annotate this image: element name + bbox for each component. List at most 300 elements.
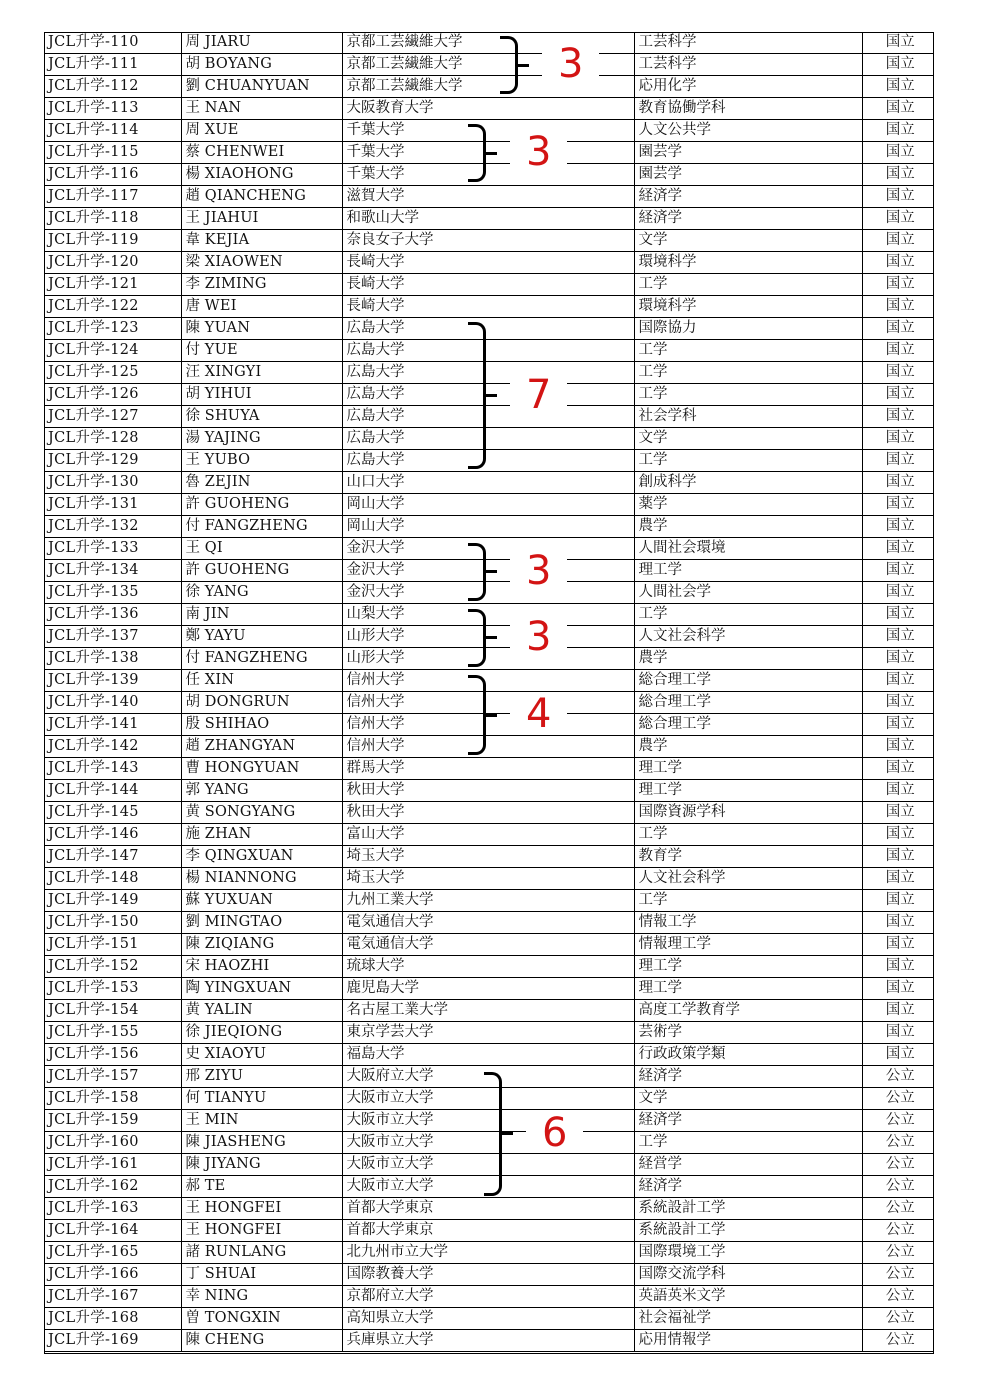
student-name	[181, 670, 342, 692]
faculty-name: 国際交流学科	[634, 1264, 862, 1286]
university-name: 鹿児島大学	[342, 978, 634, 1000]
surname: 施	[185, 826, 200, 842]
table-row	[44, 714, 934, 736]
table-row	[44, 1022, 934, 1044]
school-type: 公立	[862, 1286, 934, 1308]
student-name	[181, 450, 342, 472]
student-name	[181, 736, 342, 758]
given-name-pinyin: GUOHENG	[200, 562, 290, 578]
student-id: JCL升学-153	[44, 978, 181, 1000]
given-name-pinyin: HONGYUAN	[200, 760, 300, 776]
faculty-name: 工学	[634, 274, 862, 296]
surname: 曹	[185, 760, 200, 776]
given-name-pinyin: QINGXUAN	[200, 848, 294, 864]
table-row	[44, 1198, 934, 1220]
surname: 王	[185, 540, 200, 556]
student-name	[181, 164, 342, 186]
university-name: 電気通信大学	[342, 934, 634, 956]
university-name: 岡山大学	[342, 516, 634, 538]
university-name: 千葉大学	[342, 164, 634, 186]
student-id: JCL升学-154	[44, 1000, 181, 1022]
faculty-name: 総合理工学	[634, 670, 862, 692]
surname: 周	[185, 34, 200, 50]
faculty-name: 総合理工学	[634, 714, 862, 736]
table-row	[44, 626, 934, 648]
school-type: 国立	[862, 54, 934, 76]
surname: 汪	[185, 364, 200, 380]
student-name	[181, 868, 342, 890]
student-id: JCL升学-147	[44, 846, 181, 868]
faculty-name: 行政政策学類	[634, 1044, 862, 1066]
university-name: 首都大学東京	[342, 1220, 634, 1242]
student-id: JCL升学-130	[44, 472, 181, 494]
student-id: JCL升学-136	[44, 604, 181, 626]
given-name-pinyin: YANG	[200, 782, 249, 798]
school-type: 国立	[862, 494, 934, 516]
given-name-pinyin: CHENG	[200, 1332, 265, 1348]
surname: 許	[185, 496, 200, 512]
student-id: JCL升学-117	[44, 186, 181, 208]
student-name	[181, 846, 342, 868]
surname: 史	[185, 1046, 200, 1062]
school-type: 国立	[862, 912, 934, 934]
faculty-name: 文学	[634, 428, 862, 450]
faculty-name: 芸術学	[634, 1022, 862, 1044]
student-name	[181, 912, 342, 934]
surname: 唐	[185, 298, 200, 314]
university-name: 富山大学	[342, 824, 634, 846]
school-type: 国立	[862, 956, 934, 978]
university-name: 名古屋工業大学	[342, 1000, 634, 1022]
school-type: 国立	[862, 582, 934, 604]
school-type: 国立	[862, 626, 934, 648]
school-type: 国立	[862, 890, 934, 912]
faculty-name: 国際協力	[634, 318, 862, 340]
student-id: JCL升学-124	[44, 340, 181, 362]
school-type: 国立	[862, 714, 934, 736]
given-name-pinyin: JIN	[200, 606, 230, 622]
given-name-pinyin: HONGFEI	[200, 1222, 282, 1238]
surname: 李	[185, 276, 200, 292]
university-name: 大阪市立大学	[342, 1088, 634, 1110]
school-type: 国立	[862, 406, 934, 428]
school-type: 国立	[862, 868, 934, 890]
student-name	[181, 978, 342, 1000]
student-name	[181, 208, 342, 230]
student-name	[181, 758, 342, 780]
student-id: JCL升学-113	[44, 98, 181, 120]
surname: 王	[185, 1112, 200, 1128]
student-name	[181, 1110, 342, 1132]
given-name-pinyin: GUOHENG	[200, 496, 290, 512]
school-type: 国立	[862, 516, 934, 538]
faculty-name: 応用化学	[634, 76, 862, 98]
given-name-pinyin: JIYANG	[200, 1156, 261, 1172]
student-id: JCL升学-164	[44, 1220, 181, 1242]
faculty-name: 工学	[634, 450, 862, 472]
student-name	[181, 76, 342, 98]
surname: 徐	[185, 408, 200, 424]
table-row	[44, 890, 934, 912]
faculty-name: 農学	[634, 736, 862, 758]
faculty-name: 文学	[634, 1088, 862, 1110]
school-type: 国立	[862, 846, 934, 868]
school-type: 公立	[862, 1154, 934, 1176]
student-id: JCL升学-123	[44, 318, 181, 340]
surname: 王	[185, 100, 200, 116]
surname: 黄	[185, 804, 200, 820]
faculty-name: 経済学	[634, 186, 862, 208]
student-name	[181, 692, 342, 714]
student-id: JCL升学-118	[44, 208, 181, 230]
faculty-name: 創成科学	[634, 472, 862, 494]
school-type: 国立	[862, 560, 934, 582]
school-type: 公立	[862, 1242, 934, 1264]
student-id: JCL升学-143	[44, 758, 181, 780]
given-name-pinyin: QI	[200, 540, 223, 556]
school-type: 国立	[862, 428, 934, 450]
student-id: JCL升学-142	[44, 736, 181, 758]
school-type: 国立	[862, 538, 934, 560]
student-name	[181, 802, 342, 824]
table-row	[44, 780, 934, 802]
table-row	[44, 164, 934, 186]
table-row	[44, 208, 934, 230]
student-name	[181, 1154, 342, 1176]
surname: 宋	[185, 958, 200, 974]
school-type: 国立	[862, 670, 934, 692]
given-name-pinyin: JIEQIONG	[200, 1024, 283, 1040]
faculty-name: 情報理工学	[634, 934, 862, 956]
surname: 任	[185, 672, 200, 688]
given-name-pinyin: YUXUAN	[200, 892, 274, 908]
student-id: JCL升学-137	[44, 626, 181, 648]
university-name: 大阪府立大学	[342, 1066, 634, 1088]
school-type: 公立	[862, 1176, 934, 1198]
group-count: 6	[526, 1113, 583, 1153]
faculty-name: 農学	[634, 648, 862, 670]
table-row	[44, 1110, 934, 1132]
school-type: 国立	[862, 1000, 934, 1022]
surname: 許	[185, 562, 200, 578]
student-name	[181, 1044, 342, 1066]
table-row	[44, 318, 934, 340]
surname: 王	[185, 1222, 200, 1238]
student-id: JCL升学-135	[44, 582, 181, 604]
faculty-name: 工学	[634, 1132, 862, 1154]
surname: 梁	[185, 254, 200, 270]
table-row	[44, 340, 934, 362]
school-type: 公立	[862, 1220, 934, 1242]
table-row	[44, 120, 934, 142]
given-name-pinyin: YANG	[200, 584, 249, 600]
surname: 李	[185, 848, 200, 864]
table-row	[44, 1264, 934, 1286]
university-name: 大阪市立大学	[342, 1176, 634, 1198]
surname: 楊	[185, 166, 200, 182]
given-name-pinyin: TONGXIN	[200, 1310, 281, 1326]
given-name-pinyin: CHENWEI	[200, 144, 285, 160]
school-type: 国立	[862, 780, 934, 802]
school-type: 公立	[862, 1088, 934, 1110]
student-name	[181, 824, 342, 846]
table-row	[44, 384, 934, 406]
table-row	[44, 494, 934, 516]
faculty-name: 理工学	[634, 956, 862, 978]
faculty-name: 園芸学	[634, 142, 862, 164]
student-name	[181, 54, 342, 76]
university-name: 信州大学	[342, 714, 634, 736]
given-name-pinyin: BOYANG	[200, 56, 273, 72]
faculty-name: 人間社会環境	[634, 538, 862, 560]
student-id: JCL升学-157	[44, 1066, 181, 1088]
school-type: 公立	[862, 1110, 934, 1132]
student-id: JCL升学-146	[44, 824, 181, 846]
school-type: 国立	[862, 736, 934, 758]
surname: 付	[185, 342, 200, 358]
surname: 幸	[185, 1288, 200, 1304]
university-name: 奈良女子大学	[342, 230, 634, 252]
student-id: JCL升学-156	[44, 1044, 181, 1066]
faculty-name: 社会福祉学	[634, 1308, 862, 1330]
surname: 徐	[185, 584, 200, 600]
student-id: JCL升学-138	[44, 648, 181, 670]
university-name: 京都府立大学	[342, 1286, 634, 1308]
faculty-name: 経済学	[634, 1066, 862, 1088]
student-name	[181, 1066, 342, 1088]
given-name-pinyin: NING	[200, 1288, 249, 1304]
student-id: JCL升学-160	[44, 1132, 181, 1154]
given-name-pinyin: SONGYANG	[200, 804, 296, 820]
table-row	[44, 670, 934, 692]
faculty-name: 工芸科学	[634, 32, 862, 54]
student-name	[181, 186, 342, 208]
university-name: 大阪市立大学	[342, 1154, 634, 1176]
given-name-pinyin: XUE	[200, 122, 239, 138]
surname: 付	[185, 518, 200, 534]
given-name-pinyin: TE	[200, 1178, 226, 1194]
surname: 郝	[185, 1178, 200, 1194]
given-name-pinyin: JIARU	[200, 34, 251, 50]
student-id: JCL升学-165	[44, 1242, 181, 1264]
surname: 劉	[185, 78, 200, 94]
university-name: 群馬大学	[342, 758, 634, 780]
given-name-pinyin: YAJING	[200, 430, 261, 446]
given-name-pinyin: ZEJIN	[200, 474, 251, 490]
group-count: 3	[510, 617, 567, 657]
surname: 陳	[185, 1134, 200, 1150]
student-name	[181, 318, 342, 340]
given-name-pinyin: DONGRUN	[200, 694, 290, 710]
student-id: JCL升学-167	[44, 1286, 181, 1308]
school-type: 国立	[862, 648, 934, 670]
university-name: 広島大学	[342, 406, 634, 428]
student-id: JCL升学-114	[44, 120, 181, 142]
faculty-name: 経営学	[634, 1154, 862, 1176]
roster-body	[44, 32, 934, 1352]
surname: 胡	[185, 386, 200, 402]
student-id: JCL升学-115	[44, 142, 181, 164]
student-name	[181, 362, 342, 384]
surname: 黄	[185, 1002, 200, 1018]
surname: 陳	[185, 1332, 200, 1348]
school-type: 国立	[862, 32, 934, 54]
student-name	[181, 934, 342, 956]
university-name: 埼玉大学	[342, 846, 634, 868]
university-name: 福島大学	[342, 1044, 634, 1066]
surname: 丁	[185, 1266, 200, 1282]
school-type: 国立	[862, 98, 934, 120]
table-row	[44, 978, 934, 1000]
university-name: 広島大学	[342, 340, 634, 362]
student-name	[181, 516, 342, 538]
university-name: 電気通信大学	[342, 912, 634, 934]
surname: 王	[185, 452, 200, 468]
table-row	[44, 472, 934, 494]
faculty-name: 工学	[634, 384, 862, 406]
faculty-name: 教育学	[634, 846, 862, 868]
faculty-name: 文学	[634, 230, 862, 252]
given-name-pinyin: SHUAI	[200, 1266, 257, 1282]
university-name: 金沢大学	[342, 560, 634, 582]
table-row	[44, 846, 934, 868]
faculty-name: 理工学	[634, 780, 862, 802]
student-name	[181, 274, 342, 296]
university-name: 琉球大学	[342, 956, 634, 978]
table-row	[44, 802, 934, 824]
table-row	[44, 274, 934, 296]
school-type: 国立	[862, 1044, 934, 1066]
student-id: JCL升学-150	[44, 912, 181, 934]
given-name-pinyin: YUBO	[200, 452, 251, 468]
table-row	[44, 560, 934, 582]
surname: 劉	[185, 914, 200, 930]
faculty-name: 工学	[634, 340, 862, 362]
table-row	[44, 604, 934, 626]
student-id: JCL升学-120	[44, 252, 181, 274]
table-row	[44, 1220, 934, 1242]
university-name: 高知県立大学	[342, 1308, 634, 1330]
faculty-name: 理工学	[634, 560, 862, 582]
university-name: 広島大学	[342, 450, 634, 472]
university-name: 千葉大学	[342, 120, 634, 142]
table-row	[44, 868, 934, 890]
student-id: JCL升学-126	[44, 384, 181, 406]
faculty-name: 情報工学	[634, 912, 862, 934]
surname: 付	[185, 650, 200, 666]
student-name	[181, 956, 342, 978]
surname: 徐	[185, 1024, 200, 1040]
student-name	[181, 1198, 342, 1220]
surname: 胡	[185, 56, 200, 72]
school-type: 国立	[862, 824, 934, 846]
faculty-name: 人文社会科学	[634, 626, 862, 648]
school-type: 国立	[862, 296, 934, 318]
given-name-pinyin: XIAOYU	[200, 1046, 267, 1062]
university-name: 秋田大学	[342, 802, 634, 824]
surname: 諸	[185, 1244, 200, 1260]
student-name	[181, 406, 342, 428]
surname: 胡	[185, 694, 200, 710]
student-name	[181, 1264, 342, 1286]
student-id: JCL升学-111	[44, 54, 181, 76]
faculty-name: 経済学	[634, 1110, 862, 1132]
school-type: 国立	[862, 230, 934, 252]
university-name: 広島大学	[342, 318, 634, 340]
student-roster-table	[44, 32, 934, 1352]
surname: 楊	[185, 870, 200, 886]
school-type: 国立	[862, 472, 934, 494]
student-name	[181, 1176, 342, 1198]
student-id: JCL升学-148	[44, 868, 181, 890]
student-name	[181, 428, 342, 450]
school-type: 国立	[862, 758, 934, 780]
given-name-pinyin: HONGFEI	[200, 1200, 282, 1216]
surname: 王	[185, 1200, 200, 1216]
surname: 蔡	[185, 144, 200, 160]
surname: 王	[185, 210, 200, 226]
school-type: 公立	[862, 1198, 934, 1220]
student-name	[181, 626, 342, 648]
university-name: 埼玉大学	[342, 868, 634, 890]
faculty-name: 人文社会科学	[634, 868, 862, 890]
school-type: 国立	[862, 384, 934, 406]
student-name	[181, 32, 342, 54]
table-row	[44, 362, 934, 384]
university-name: 信州大学	[342, 736, 634, 758]
student-name	[181, 1088, 342, 1110]
table-row	[44, 76, 934, 98]
surname: 趙	[185, 738, 200, 754]
faculty-name: 教育協働学科	[634, 98, 862, 120]
school-type: 国立	[862, 164, 934, 186]
faculty-name: 高度工学教育学	[634, 1000, 862, 1022]
student-id: JCL升学-163	[44, 1198, 181, 1220]
school-type: 公立	[862, 1264, 934, 1286]
student-name	[181, 582, 342, 604]
student-id: JCL升学-121	[44, 274, 181, 296]
student-id: JCL升学-122	[44, 296, 181, 318]
faculty-name: 人文公共学	[634, 120, 862, 142]
given-name-pinyin: HAOZHI	[200, 958, 270, 974]
school-type: 国立	[862, 208, 934, 230]
university-name: 信州大学	[342, 670, 634, 692]
faculty-name: 工学	[634, 824, 862, 846]
university-name: 山形大学	[342, 648, 634, 670]
school-type: 国立	[862, 340, 934, 362]
given-name-pinyin: CHUANYUAN	[200, 78, 310, 94]
faculty-name: 経済学	[634, 208, 862, 230]
faculty-name: 環境科学	[634, 296, 862, 318]
school-type: 国立	[862, 604, 934, 626]
university-name: 山口大学	[342, 472, 634, 494]
student-id: JCL升学-131	[44, 494, 181, 516]
student-id: JCL升学-168	[44, 1308, 181, 1330]
surname: 周	[185, 122, 200, 138]
university-name: 大阪市立大学	[342, 1132, 634, 1154]
faculty-name: 農学	[634, 516, 862, 538]
table-row	[44, 1242, 934, 1264]
surname: 殷	[185, 716, 200, 732]
given-name-pinyin: FANGZHENG	[200, 518, 308, 534]
student-id: JCL升学-110	[44, 32, 181, 54]
faculty-name: 国際資源学科	[634, 802, 862, 824]
table-row	[44, 692, 934, 714]
given-name-pinyin: TIANYU	[200, 1090, 267, 1106]
school-type: 国立	[862, 252, 934, 274]
faculty-name: 社会学科	[634, 406, 862, 428]
student-id: JCL升学-119	[44, 230, 181, 252]
